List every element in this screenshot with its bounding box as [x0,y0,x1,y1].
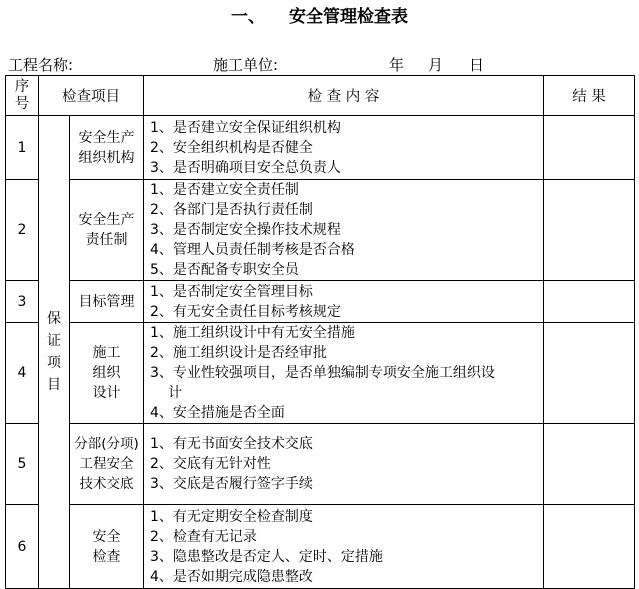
row-number: 6 [6,505,39,589]
check-item: 3、隐患整改是否定人、定时、定措施 [150,548,383,565]
result-cell[interactable] [544,180,635,281]
header-result: 结 果 [544,76,635,116]
item-name: 分部(分项)工程安全技术交底 [70,424,144,505]
check-item: 3、交底是否履行签字手续 [150,476,313,492]
table-row [6,323,635,424]
row-number: 4 [6,323,39,424]
title-text: 安全管理检查表 [289,7,408,27]
row-number: 2 [6,180,39,281]
item-name: 施工组织设计 [70,323,144,424]
table-row [6,424,635,505]
check-item: 2、各部门是否执行责任制 [150,202,313,218]
construction-unit-label: 施工单位: [213,56,279,74]
project-name-label: 工程名称: [8,56,74,74]
result-cell[interactable] [544,505,635,589]
header-seq: 序号 [6,76,39,116]
row-number: 3 [6,281,39,323]
item-name: 安全检查 [70,505,144,589]
check-item: 3、是否明确项目安全总负责人 [150,159,341,176]
item-name: 安全生产组织机构 [70,116,144,180]
check-content [144,281,544,323]
check-item: 2、有无安全责任目标考核规定 [150,303,341,320]
check-item: 1、施工组织设计中有无安全措施 [150,325,355,341]
check-item: 2、安全组织机构是否健全 [150,139,313,156]
check-item: 3、专业性较强项目，是否单独编制专项安全施工组织设 [150,365,495,381]
category-label: 保证项目 [47,311,61,393]
item-name: 目标管理 [70,281,144,323]
check-item: 5、是否配备专职安全员 [150,262,299,278]
header-content: 检 查 内 容 [144,76,544,116]
result-cell[interactable] [544,323,635,424]
table-row [6,180,635,281]
row-number: 5 [6,424,39,505]
day-label: 日 [469,56,485,74]
month-label: 月 [428,56,444,74]
check-item: 2、交底有无针对性 [150,456,271,472]
check-item: 计 [168,385,182,401]
check-item: 4、安全措施是否全面 [150,405,285,421]
check-item: 1、有无书面安全技术交底 [150,436,313,452]
category-cell [39,116,70,589]
check-item: 1、有无定期安全检查制度 [150,508,313,525]
check-item: 4、是否如期完成隐患整改 [150,568,313,585]
year-label: 年 [389,56,405,74]
check-item: 2、检查有无记录 [150,528,257,545]
check-item: 4、管理人员责任制考核是否合格 [150,242,355,258]
check-content [144,424,544,505]
result-cell[interactable] [544,281,635,323]
header-item: 检查项目 [39,76,144,116]
item-name: 安全生产责任制 [70,180,144,281]
check-item: 2、施工组织设计是否经审批 [150,345,327,361]
row-number: 1 [6,116,39,180]
form-meta [8,54,631,74]
check-item: 1、是否建立安全责任制 [150,182,299,198]
result-cell[interactable] [544,116,635,180]
table-row [6,281,635,323]
table-header-row [6,76,635,116]
check-item: 1、是否建立安全保证组织机构 [150,119,341,136]
check-content [144,505,544,589]
table-row [6,116,635,180]
check-item: 1、是否制定安全管理目标 [150,283,313,300]
document-title [0,2,639,27]
title-number: 一、 [231,7,265,27]
table-row [6,505,635,589]
result-cell[interactable] [544,424,635,505]
check-content [144,116,544,180]
check-item: 3、是否制定安全操作技术规程 [150,222,341,238]
check-content [144,180,544,281]
check-content [144,323,544,424]
safety-check-table [5,75,635,589]
